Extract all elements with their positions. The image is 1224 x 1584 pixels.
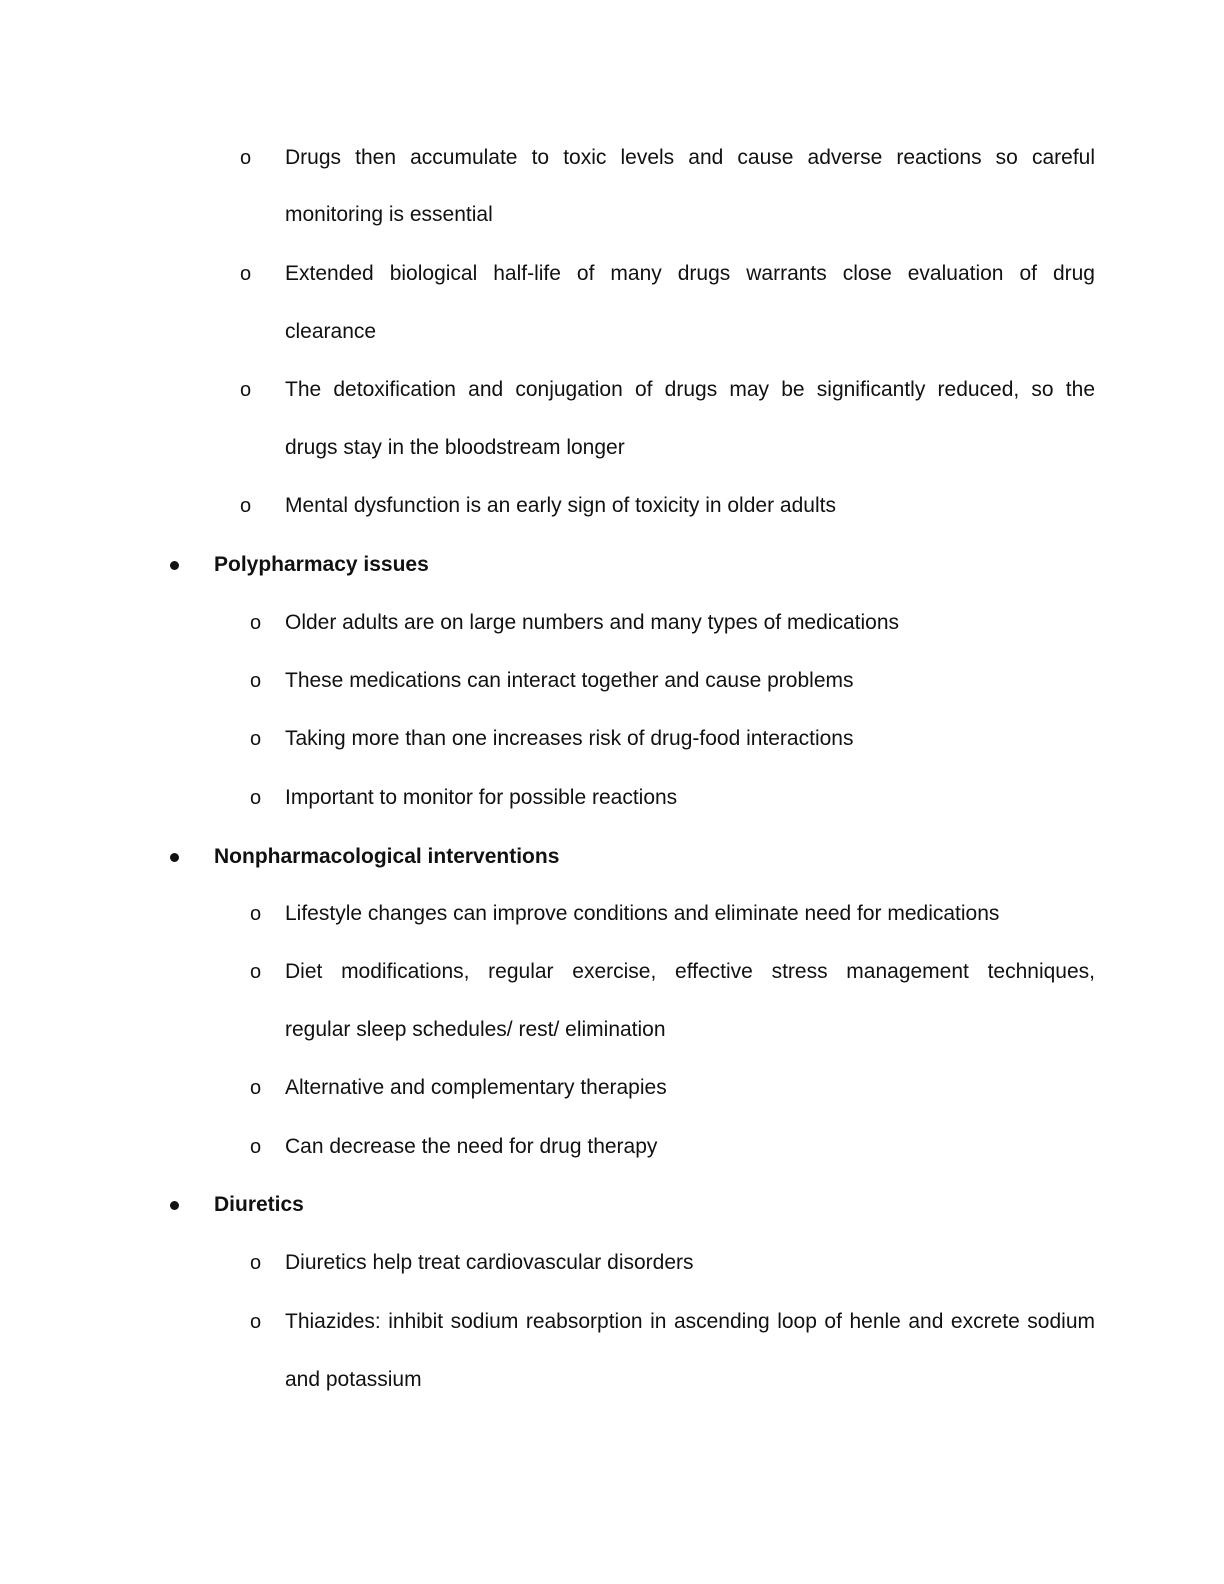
sub-bullet-marker: o [250,1311,262,1333]
bullet-dot-icon [170,853,179,862]
list-item-text: Can decrease the need for drug therapy [285,1135,658,1158]
sub-bullet-marker: o [250,1077,262,1099]
list-item-text: Diet modifications, regular exercise, effective stress management techniques, [285,960,1095,983]
section-heading: Polypharmacy issues [214,553,429,576]
list-item-text: Drugs then accumulate to toxic levels and cause adverse reactions so careful [285,146,1095,169]
list-item-text: Mental dysfunction is an early sign of toxicity in older adults [285,494,836,517]
list-item-text: Extended biological half-life of many drugs warrants close evaluation of drug [285,262,1095,285]
list-item-text: Taking more than one increases risk of drug-food interactions [285,727,854,750]
sub-bullet-marker: o [250,612,262,634]
list-item-text: Important to monitor for possible reactions [285,786,678,809]
list-item-text: These medications can interact together and cause problems [285,669,854,692]
bullet-dot-icon [170,1201,179,1210]
sub-bullet-marker: o [240,379,252,401]
bullet-dot-icon [170,561,179,570]
list-item-text: Diuretics help treat cardiovascular disorders [285,1251,694,1274]
sub-bullet-marker: o [250,903,262,925]
sub-bullet-marker: o [250,961,262,983]
sub-bullet-marker: o [250,670,262,692]
list-item-text: Lifestyle changes can improve conditions and eliminate need for medications [285,902,1000,925]
sub-bullet-marker: o [250,787,262,809]
sub-bullet-marker: o [250,728,262,750]
list-item-text: clearance [285,320,377,343]
list-item-text: The detoxification and conjugation of drugs may be significantly reduced, so the [285,378,1095,401]
list-item-text: regular sleep schedules/ rest/ elimination [285,1018,666,1041]
list-item-text: and potassium [285,1368,422,1391]
list-item-text: Thiazides: inhibit sodium reabsorption in ascending loop of henle and excrete sodium [285,1310,1095,1333]
list-item-text: Older adults are on large numbers and many types of medications [285,611,899,634]
sub-bullet-marker: o [250,1252,262,1274]
sub-bullet-marker: o [240,263,252,285]
section-heading: Nonpharmacological interventions [214,845,560,868]
list-item-text: drugs stay in the bloodstream longer [285,436,625,459]
section-heading: Diuretics [214,1193,304,1216]
sub-bullet-marker: o [240,147,252,169]
list-item-text: Alternative and complementary therapies [285,1076,667,1099]
sub-bullet-marker: o [250,1136,262,1158]
list-item-text: monitoring is essential [285,203,493,226]
sub-bullet-marker: o [240,495,252,517]
